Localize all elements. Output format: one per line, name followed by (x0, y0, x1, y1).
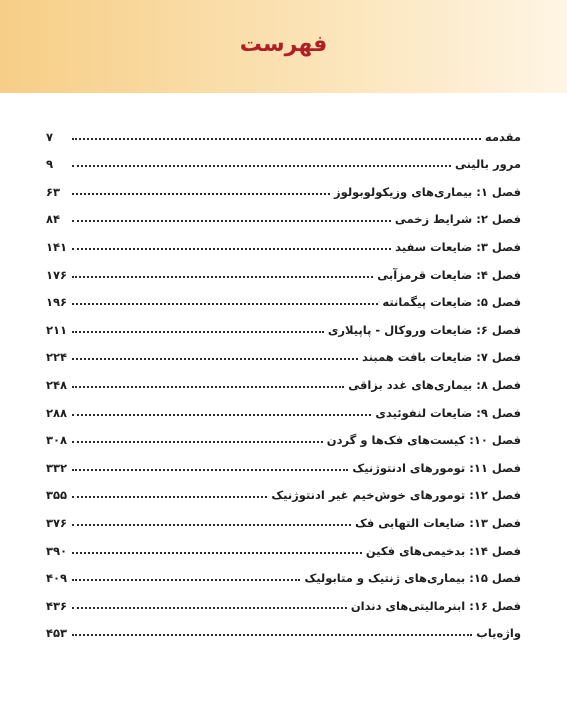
toc-dot-leader (72, 441, 323, 443)
toc-dot-leader (72, 524, 351, 526)
toc-dot-leader (72, 579, 300, 581)
toc-entry[interactable] (46, 199, 521, 227)
toc-entry[interactable] (46, 116, 521, 144)
toc-entry-page-number: ۱۹۶ (46, 295, 68, 310)
toc-entry[interactable] (46, 530, 521, 558)
toc-entry-page-number: ۳۰۸ (46, 433, 68, 448)
toc-entry[interactable] (46, 558, 521, 586)
toc-dot-leader (72, 248, 391, 250)
toc-entry-title: فصل ۷: ضایعات بافت همبند (362, 350, 521, 365)
toc-entry-title: فصل ۱: بیماری‌های وزیکولوبولوز (334, 184, 521, 199)
toc-dot-leader (72, 469, 348, 471)
toc-dot-leader (72, 386, 344, 388)
toc-entry[interactable] (46, 364, 521, 392)
toc-entry[interactable] (46, 420, 521, 448)
toc-entry-page-number: ۳۹۰ (46, 543, 68, 558)
toc-entry[interactable] (46, 613, 521, 641)
toc-entry-page-number: ۶۳ (46, 184, 61, 199)
toc-entry[interactable] (46, 282, 521, 310)
toc-entry[interactable] (46, 502, 521, 530)
toc-entry-page-number: ۲۴۸ (46, 377, 68, 392)
toc-entry-title: فصل ۸: بیماری‌های غدد بزاقی (348, 377, 521, 392)
toc-dot-leader (72, 331, 324, 333)
toc-entry-title: فصل ۱۲: تومورهای خوش‌خیم غیر ادنتوژنیک (271, 488, 521, 503)
toc-dot-leader (72, 193, 330, 195)
toc-entry-title: فصل ۳: ضایعات سفید (395, 239, 521, 254)
toc-entry-page-number: ۳۷۶ (46, 515, 68, 530)
toc-entry[interactable] (46, 585, 521, 613)
table-of-contents (46, 116, 521, 640)
toc-entry[interactable] (46, 447, 521, 475)
toc-dot-leader (72, 138, 481, 140)
toc-entry[interactable] (46, 475, 521, 503)
toc-entry-title: فصل ۱۱: تومورهای ادنتوژنیک (352, 460, 521, 475)
toc-entry[interactable] (46, 144, 521, 172)
toc-dot-leader (72, 496, 267, 498)
page-title: فهرست (239, 32, 328, 57)
toc-entry-page-number: ۲۸۸ (46, 405, 68, 420)
toc-entry-title: فصل ۵: ضایعات پیگمانته (382, 295, 521, 310)
toc-entry-page-number: ۷ (46, 129, 54, 144)
toc-entry-title: فصل ۱۰: کیست‌های فک‌ها و گردن (326, 433, 521, 448)
toc-dot-leader (72, 607, 347, 609)
toc-entry-page-number: ۲۱۱ (46, 322, 68, 337)
toc-entry-title: فصل ۱۴: بدخیمی‌های فکین (365, 543, 521, 558)
toc-entry-title: فصل ۱۶: ابنرمالیتی‌های دندان (350, 598, 521, 613)
toc-entry[interactable] (46, 392, 521, 420)
toc-entry-page-number: ۴۳۶ (46, 598, 68, 613)
toc-entry-page-number: ۸۴ (46, 212, 61, 227)
toc-entry[interactable] (46, 171, 521, 199)
toc-dot-leader (72, 276, 373, 278)
toc-entry[interactable] (46, 309, 521, 337)
toc-entry-page-number: ۱۴۱ (46, 239, 68, 254)
header-banner (0, 0, 567, 93)
toc-entry-title: فصل ۱۵: بیماری‌های ژنتیک و متابولیک (304, 571, 521, 586)
toc-dot-leader (72, 303, 378, 305)
toc-dot-leader (72, 634, 472, 636)
toc-entry-page-number: ۱۷۶ (46, 267, 68, 282)
toc-entry-page-number: ۹ (46, 157, 54, 172)
toc-dot-leader (72, 220, 391, 222)
toc-entry-page-number: ۴۰۹ (46, 571, 68, 586)
toc-dot-leader (72, 552, 362, 554)
toc-entry-page-number: ۳۳۲ (46, 460, 68, 475)
toc-entry-title: مقدمه (484, 129, 521, 144)
toc-entry-title: فصل ۶: ضایعات وروکال - پاپیلاری (327, 322, 521, 337)
toc-dot-leader (72, 358, 358, 360)
toc-entry-title: مرور بالینی (454, 157, 521, 172)
toc-entry-title: فصل ۲: شرایط زخمی (394, 212, 521, 227)
toc-entry-page-number: ۲۲۴ (46, 350, 68, 365)
toc-entry[interactable] (46, 254, 521, 282)
toc-dot-leader (72, 414, 371, 416)
toc-entry-page-number: ۳۵۵ (46, 488, 68, 503)
toc-entry-title: فصل ۱۳: ضایعات التهابی فک (354, 515, 521, 530)
toc-dot-leader (72, 165, 451, 167)
toc-entry-title: فصل ۴: ضایعات قرمزآبی (377, 267, 521, 282)
toc-entry-title: واژه‌یاب (476, 626, 521, 641)
toc-entry-title: فصل ۹: ضایعات لنفوئیدی (375, 405, 521, 420)
toc-entry-page-number: ۴۵۳ (46, 626, 68, 641)
toc-entry[interactable] (46, 226, 521, 254)
toc-entry[interactable] (46, 337, 521, 365)
